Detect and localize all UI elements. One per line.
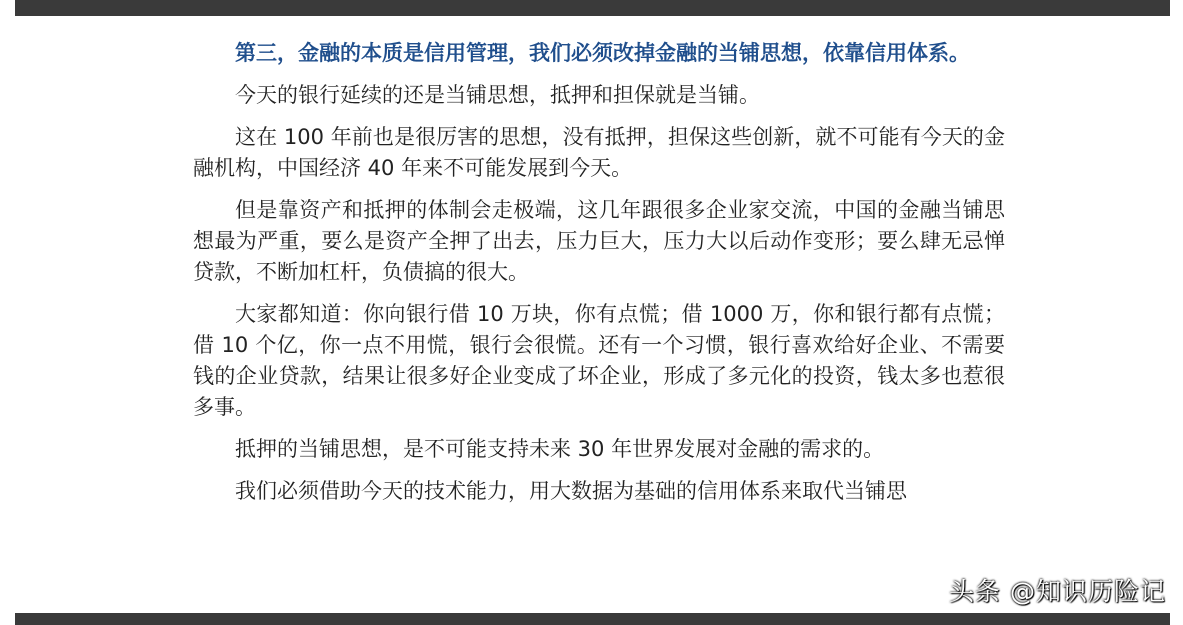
article-paragraph-4: 大家都知道：你向银行借 10 万块，你有点慌；借 1000 万，你和银行都有点慌；借 10 个亿，你一点不用慌，银行会很慌。还有一个习惯，银行喜欢给好企业、不需要钱的企业贷款，结果让很多好企业变成了坏企业，形成了多元化的投资，钱太多也惹很多事。: [193, 302, 1005, 419]
article-paragraph-3: 但是靠资产和抵押的体制会走极端，这几年跟很多企业家交流，中国的金融当铺思想最为严重，要么是资产全押了出去，压力巨大，压力大以后动作变形；要么肆无忌惮贷款，不断加杠杆，负债搞的很大。: [193, 198, 1005, 284]
article-paragraph-2: 这在 100 年前也是很厉害的思想，没有抵押，担保这些创新，就不可能有今天的金融机构，中国经济 40 年来不可能发展到今天。: [193, 125, 1005, 180]
article-heading: 第三，金融的本质是信用管理，我们必须改掉金融的当铺思想，依靠信用体系。: [235, 41, 970, 65]
bottom-dark-bar: [15, 613, 1170, 625]
article-body: [193, 38, 1005, 565]
top-dark-bar: [15, 0, 1170, 16]
article-paragraph-1: 今天的银行延续的还是当铺思想，抵押和担保就是当铺。: [235, 83, 760, 107]
article-paragraph-6: 我们必须借助今天的技术能力，用大数据为基础的信用体系来取代当铺思: [235, 479, 907, 503]
source-watermark: 头条 @知识历险记: [949, 577, 1166, 606]
article-paragraph-5: 抵押的当铺思想，是不可能支持未来 30 年世界发展对金融的需求的。: [235, 437, 885, 461]
